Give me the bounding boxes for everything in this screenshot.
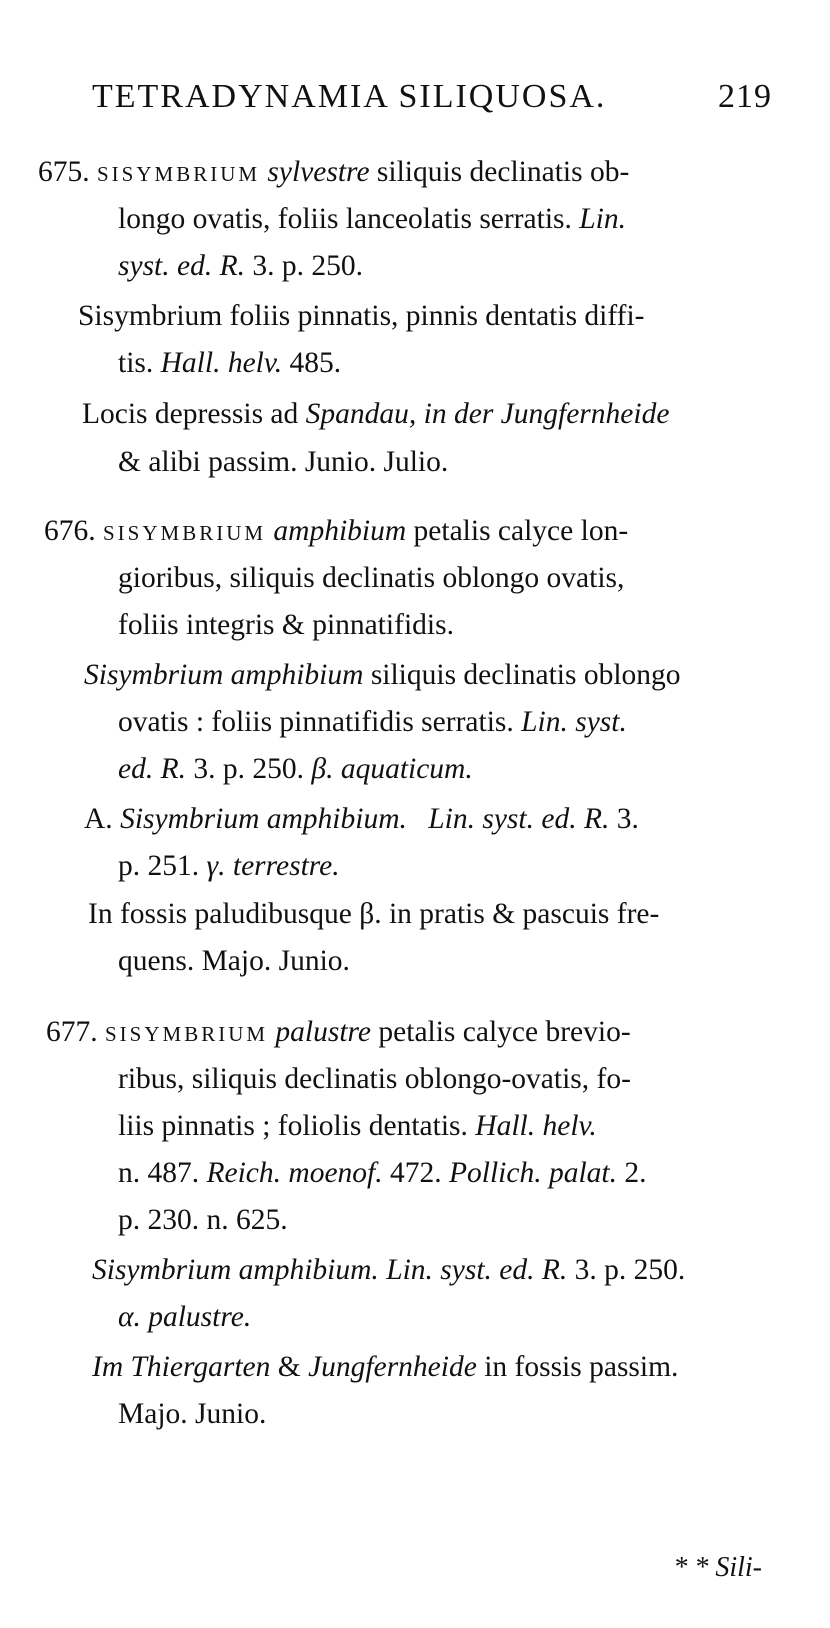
locality: Spandau, in der Jungfernheide <box>305 398 670 430</box>
variety: β. aquaticum. <box>311 753 473 785</box>
diagnosis-text: ribus, siliquis declinatis oblongo-ovatis, fo- <box>118 1063 631 1095</box>
species-epithet: sylvestre <box>267 156 370 188</box>
habitat-text: Locis depressis ad <box>82 398 306 430</box>
synonym-name: Sisymbrium amphibium. <box>120 803 407 835</box>
citation: ed. R. <box>118 753 186 785</box>
habitat-line <box>88 900 659 930</box>
diagnosis-text: petalis calyce lon- <box>406 515 629 547</box>
habitat-text: In fossis paludibusque β. in pratis & pascuis fre- <box>88 898 660 930</box>
entry-676-line-2 <box>118 564 624 594</box>
habitat-text: quens. Majo. Junio. <box>118 945 350 977</box>
citation: Lin. syst. <box>521 706 627 738</box>
citation-detail: 3. p. 250. <box>186 753 312 785</box>
citation-detail: n. 487. <box>118 1157 207 1189</box>
variety: α. palustre. <box>118 1301 252 1333</box>
habitat-line <box>118 947 350 977</box>
citation-detail: 472. <box>382 1157 449 1189</box>
entry-number: 675. <box>38 156 90 188</box>
citation-detail: 3. p. 250. <box>245 250 363 282</box>
habitat-text: & alibi passim. Junio. Julio. <box>118 446 449 478</box>
synonym-line <box>92 1256 685 1286</box>
species-epithet: amphibium <box>273 515 407 547</box>
citation: Lin. <box>579 203 626 235</box>
synonym-text: Sisymbrium foliis pinnatis, pinnis dentatis diffi- <box>78 300 645 332</box>
citation: Reich. moenof. <box>206 1157 383 1189</box>
variety: γ. terrestre. <box>206 850 340 882</box>
entry-number: 676. <box>44 515 96 547</box>
synonym-line <box>118 755 473 785</box>
synonym-line <box>118 1303 251 1333</box>
species-epithet: palustre <box>275 1016 372 1048</box>
diagnosis-text: siliquis declinatis ob- <box>369 156 630 188</box>
genus-name: SISYMBRIUM <box>97 162 261 186</box>
habitat-line <box>92 1353 678 1383</box>
citation: Pollich. palat. <box>449 1157 617 1189</box>
citation-detail: 2. <box>616 1157 647 1189</box>
synonym-line <box>84 661 681 691</box>
habitat-line <box>118 1400 266 1430</box>
diagnosis-text: petalis calyce brevio- <box>371 1016 631 1048</box>
locality: Jungfernheide <box>308 1351 477 1383</box>
citation: Hall. helv. <box>475 1110 597 1142</box>
diagnosis-text: liis pinnatis ; foliolis dentatis. <box>118 1110 476 1142</box>
entry-676-line-1 <box>44 517 628 547</box>
habitat-line <box>118 448 448 478</box>
synonym-line <box>118 708 627 738</box>
diagnosis-text: longo ovatis, foliis lanceolatis serratis. <box>118 203 580 235</box>
entry-677-line-4 <box>118 1159 646 1189</box>
citation: Lin. syst. ed. R. <box>428 803 610 835</box>
synonym-line <box>118 852 340 882</box>
entry-677-line-3 <box>118 1112 597 1142</box>
synonym-line <box>78 302 645 332</box>
habitat-text: Majo. Junio. <box>118 1398 267 1430</box>
entry-number: 677. <box>46 1016 98 1048</box>
entry-675-line-3 <box>118 252 363 282</box>
entry-675-line-1 <box>38 158 629 188</box>
diagnosis-text: gioribus, siliquis declinatis oblongo ovatis, <box>118 562 625 594</box>
synonym-text: ovatis : foliis pinnatifidis serratis. <box>118 706 522 738</box>
variety-mark: A. <box>84 803 113 835</box>
entry-676-line-3 <box>118 611 454 641</box>
synonym-line <box>118 349 341 379</box>
entry-677-line-5 <box>118 1206 288 1236</box>
citation-detail: 3. p. 250. <box>567 1254 686 1286</box>
header-title: TETRADYNAMIA SILIQUOSA. <box>92 78 607 115</box>
genus-name: SISYMBRIUM <box>105 1022 269 1046</box>
synonym-text: tis. <box>118 347 161 379</box>
entry-675-line-2 <box>118 205 626 235</box>
genus-name: SISYMBRIUM <box>103 521 267 545</box>
page-number: 219 <box>718 78 772 115</box>
citation-detail: 485. <box>282 347 342 379</box>
entry-677-line-2 <box>118 1065 631 1095</box>
synonym-name: Sisymbrium amphibium <box>84 659 364 691</box>
diagnosis-text: foliis integris & pinnatifidis. <box>118 609 454 641</box>
synonym-line <box>84 805 639 835</box>
synonym-name: Sisymbrium amphibium. <box>92 1254 379 1286</box>
catchword: * * Sili- <box>673 1552 762 1583</box>
citation-detail: p. 251. <box>118 850 207 882</box>
habitat-text: in fossis passim. <box>476 1351 679 1383</box>
running-header <box>92 78 792 116</box>
habitat-line <box>82 400 669 430</box>
synonym-text: siliquis declinatis oblongo <box>363 659 681 691</box>
citation-detail: p. 230. n. 625. <box>118 1204 288 1236</box>
entry-677-line-1 <box>46 1018 631 1048</box>
citation-detail: 3. <box>609 803 639 835</box>
citation: Lin. syst. ed. R. <box>378 1254 568 1286</box>
habitat-text: & <box>270 1351 309 1383</box>
citation: syst. ed. R. <box>118 250 245 282</box>
locality: Im Thiergarten <box>92 1351 271 1383</box>
citation: Hall. helv. <box>160 347 283 379</box>
